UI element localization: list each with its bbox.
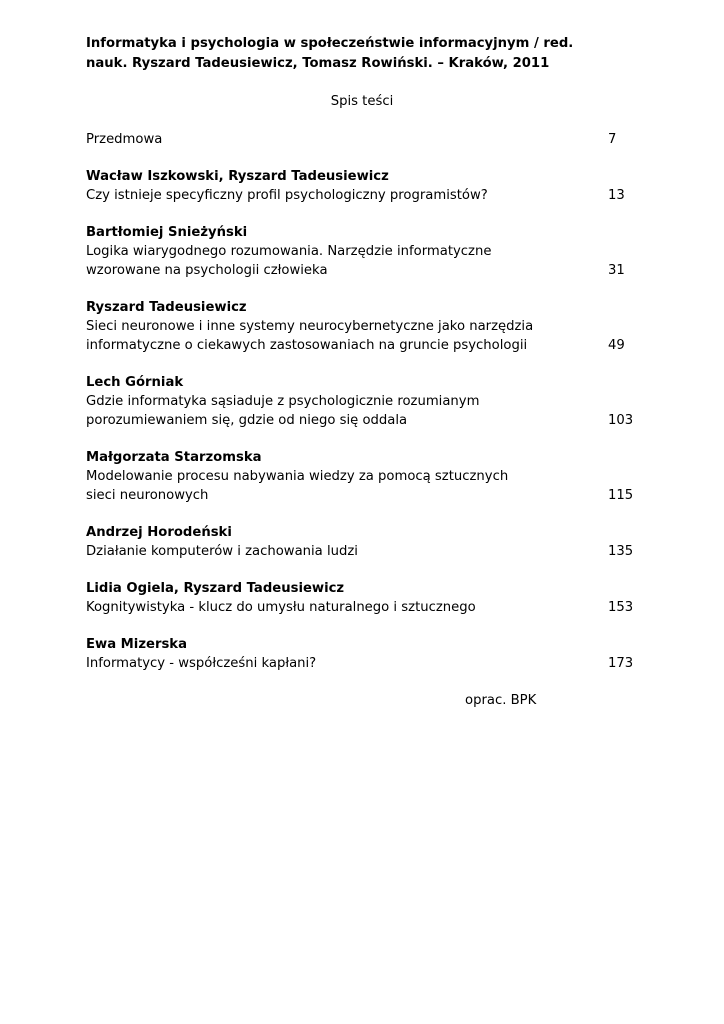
toc-entry (86, 298, 646, 355)
toc-entry-page: 173 (608, 656, 634, 671)
toc-entry-title-line-2: wzorowane na psychologii człowieka (86, 263, 328, 278)
toc-entry-title-line-1: Sieci neuronowe i inne systemy neurocybernetyczne jako narzędzia (86, 319, 534, 334)
toc-entry-author: Andrzej Horodeński (86, 525, 232, 540)
toc-entry-title: Informatycy - współcześni kapłani? (86, 656, 317, 671)
toc-entry (86, 130, 646, 149)
toc-entry-page: 31 (608, 263, 625, 278)
toc-entry-title: Przedmowa (86, 132, 163, 147)
toc-entry (86, 579, 646, 617)
toc-entry (86, 448, 646, 505)
toc-entry (86, 635, 646, 673)
document-title-line-2: nauk. Ryszard Tadeusiewicz, Tomasz Rowiński. – Kraków, 2011 (86, 56, 550, 71)
toc-entry-author: Bartłomiej Snieżyński (86, 225, 248, 240)
toc-entry-page: 103 (608, 413, 634, 428)
toc-entry-page: 49 (608, 338, 625, 353)
toc-entry-author: Lech Górniak (86, 375, 184, 390)
toc-entry-page: 115 (608, 488, 634, 503)
toc-entry-author: Małgorzata Starzomska (86, 450, 262, 465)
toc-entry-page: 153 (608, 600, 634, 615)
toc-entry-page: 13 (608, 188, 625, 203)
toc-entry-author: Lidia Ogiela, Ryszard Tadeusiewicz (86, 581, 345, 596)
toc-heading: Spis teści (330, 94, 394, 109)
toc-entry-title-line-2: porozumiewaniem się, gdzie od niego się oddala (86, 413, 408, 428)
document-page (86, 34, 646, 710)
toc-entry-title-line-1: Modelowanie procesu nabywania wiedzy za pomocą sztucznych (86, 469, 509, 484)
toc-entry-title: Kognitywistyka - klucz do umysłu naturalnego i sztucznego (86, 600, 476, 615)
toc-entry (86, 167, 646, 205)
toc-entry-author: Ewa Mizerska (86, 637, 187, 652)
toc-entry-title: Czy istnieje specyficzny profil psychologiczny programistów? (86, 188, 488, 203)
toc-entry-title-line-1: Gdzie informatyka sąsiaduje z psychologicznie rozumianym (86, 394, 480, 409)
toc-entry (86, 523, 646, 561)
toc-entry-page: 135 (608, 544, 634, 559)
toc-entry-title-line-1: Logika wiarygodnego rozumowania. Narzędzie informatyczne (86, 244, 492, 259)
toc-entry-title: Działanie komputerów i zachowania ludzi (86, 544, 358, 559)
toc-entry-title-line-2: sieci neuronowych (86, 488, 209, 503)
toc-entry (86, 223, 646, 280)
toc-entry-page: 7 (608, 132, 617, 147)
toc-entry-title-line-2: informatyczne o ciekawych zastosowaniach na gruncie psychologii (86, 338, 528, 353)
toc-entry (86, 373, 646, 430)
toc-entry-author: Wacław Iszkowski, Ryszard Tadeusiewicz (86, 169, 389, 184)
toc-entry-author: Ryszard Tadeusiewicz (86, 300, 247, 315)
compiled-by-note: oprac. BPK (465, 693, 537, 708)
document-title-line-1: Informatyka i psychologia w społeczeństwie informacyjnym / red. (86, 36, 574, 51)
